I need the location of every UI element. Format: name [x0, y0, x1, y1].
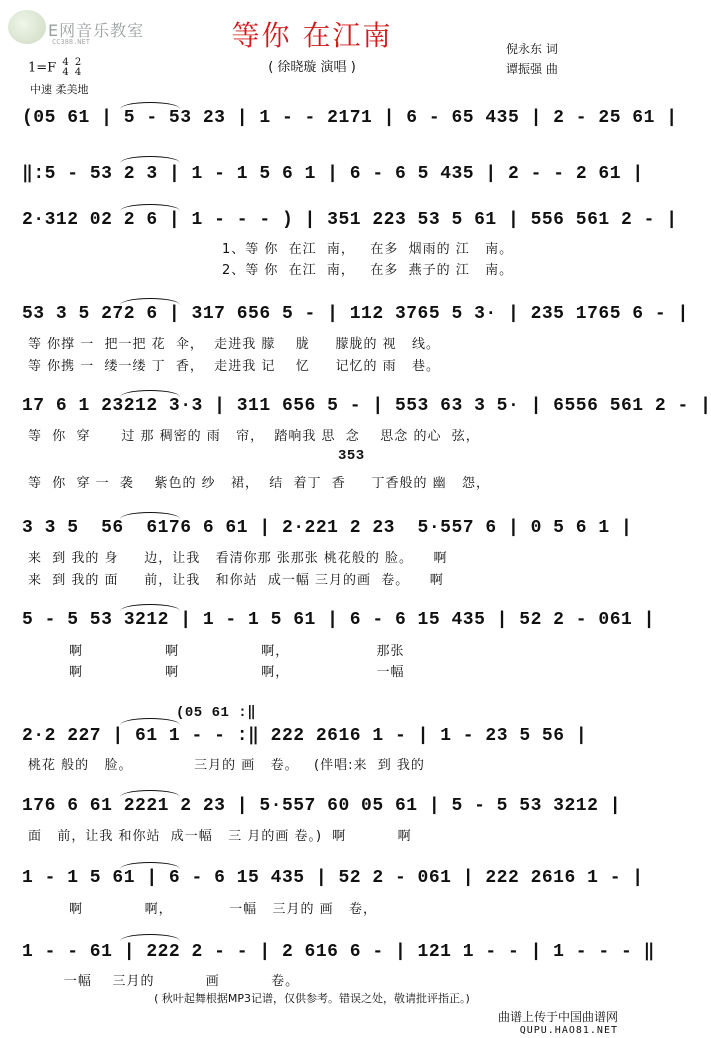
notation-line: 5 - 5 53 3212 | 1 - 1 5 61 | 6 - 6 15 435 | 52 2 - 061 |: [22, 610, 655, 630]
lyric-line: 来 到 我的 面 前，让我 和你站 成一幅 三月的画 卷。 啊: [28, 573, 444, 588]
notation-row: [22, 518, 633, 546]
song-title: 等你 在江南: [231, 19, 393, 52]
logo-brand: E网音乐教室: [48, 21, 145, 40]
notation-annotation: 353: [338, 448, 365, 464]
lyric-line: 等 你撑 一 把一把 花 伞， 走进我 朦 胧 朦胧的 视 线。: [28, 337, 441, 352]
notation-row: [22, 304, 689, 332]
notation-row: [22, 162, 644, 190]
notation-line: ‖:5 - 53 2 3 | 1 - 1 5 6 1 | 6 - 6 5 435 | 2 - - 2 61 |: [22, 164, 644, 184]
slur-mark: [120, 934, 180, 941]
notation-row: [22, 210, 678, 238]
lyric-line: 等 你携 一 缕一缕 丁 香， 走进我 记 忆 记忆的 雨 巷。: [28, 359, 441, 374]
notation-line: 2·312 02 2 6 | 1 - - - ) | 351 223 53 5 61 | 556 561 2 - |: [22, 210, 678, 230]
lyric-line: 啊 啊， 一幅 三月的 画 卷，: [28, 902, 378, 917]
notation-line: (05 61 | 5 - 53 23 | 1 - - 2171 | 6 - 65 435 | 2 - 25 61 |: [22, 108, 678, 128]
time-signature-2: 2 4: [74, 57, 82, 78]
notation-line: 2·2 227 | 61 1 - - :‖ 222 2616 1 - | 1 - 23 5 56 |: [22, 726, 588, 746]
notation-line: 53 3 5 272 6 | 317 656 5 - | 112 3765 5 3· | 235 1765 6 - |: [22, 304, 689, 324]
lyric-line: 等 你 穿 过 那 稠密的 雨 帘， 踏响我 思 念 思念 的心 弦，: [28, 429, 480, 444]
slur-mark: [120, 298, 180, 305]
notation-row: [22, 724, 612, 752]
slur-mark: [120, 604, 180, 611]
notation-row: [22, 108, 678, 136]
slur-mark: [120, 718, 180, 725]
notation-line: 17 6 1 23212 3·3 | 311 656 5 - | 553 63 3 5· | 6556 561 2 - |: [22, 396, 711, 416]
slur-mark: [120, 862, 180, 869]
site-footer: [498, 1010, 618, 1038]
transcription-note: ( 秋叶起舞根据MP3记谱，仅供参考。错误之处，敬请批评指正。): [154, 992, 470, 1005]
lyric-line: 啊 啊 啊， 那张: [28, 644, 405, 659]
lyric-line: 2、等 你 在江 南， 在多 燕子的 江 南。: [222, 263, 514, 278]
notation-row: [22, 610, 655, 638]
lyric-line: 1、等 你 在江 南， 在多 烟雨的 江 南。: [222, 242, 514, 257]
time-signature-1: 4 4: [62, 57, 69, 78]
notation-row: [22, 940, 655, 968]
lyric-line: 面 前，让我 和你站 成一幅 三 月的画 卷。) 啊 啊: [28, 829, 412, 844]
lyric-line: 来 到 我的 身 边，让我 看清你那 张那张 桃花般的 脸。 啊: [28, 551, 448, 566]
slur-mark: [120, 156, 180, 163]
slur-mark: [120, 512, 180, 519]
tempo-marking: 中速 柔美地: [30, 83, 89, 96]
singer-credit: ( 徐晓璇 演唱 ): [268, 60, 356, 75]
lyricist-credit: 倪永东 词: [506, 42, 558, 56]
lyric-line: 等 你 穿 一 袭 紫色的 纱 裙， 结 着丁 香 丁香般的 幽 怨，: [28, 476, 490, 491]
lyric-line: 啊 啊 啊， 一幅: [28, 665, 405, 680]
notation-line: 1 - - 61 | 222 2 - - | 2 616 6 - | 121 1 - - | 1 - - - ‖: [22, 942, 655, 962]
notation-line: 176 6 61 2221 2 23 | 5·557 60 05 61 | 5 - 5 53 3212 |: [22, 796, 621, 816]
footer-line: 曲谱上传于中国曲谱网: [497, 1010, 618, 1024]
key-label: 1=F: [28, 60, 57, 76]
notation-annotation: (05 61 :‖: [176, 705, 257, 721]
composer-credit: 谭振强 曲: [506, 62, 558, 76]
footer-url: QUPU.HAO81.NET: [519, 1025, 618, 1036]
notation-row: [22, 868, 644, 896]
lyric-line: 一幅 三月的 画 卷。: [28, 974, 300, 989]
lyric-line: 桃花 般的 脸。 三月的 画 卷。 (伴唱:来 到 我的: [28, 758, 425, 773]
notation-line: 3 3 5 56 6176 6 61 | 2·221 2 23 5·557 6 | 0 5 6 1 |: [22, 518, 633, 538]
slur-mark: [120, 204, 180, 211]
slur-mark: [120, 390, 180, 397]
slur-mark: [120, 102, 180, 109]
notation-row: [22, 396, 711, 424]
logo-url: CC388.NET: [52, 38, 90, 46]
notation-line: 1 - 1 5 61 | 6 - 6 15 435 | 52 2 - 061 | 222 2616 1 - |: [22, 868, 644, 888]
key-signature: [28, 58, 81, 78]
slur-mark: [120, 790, 180, 797]
notation-row: [22, 796, 621, 824]
